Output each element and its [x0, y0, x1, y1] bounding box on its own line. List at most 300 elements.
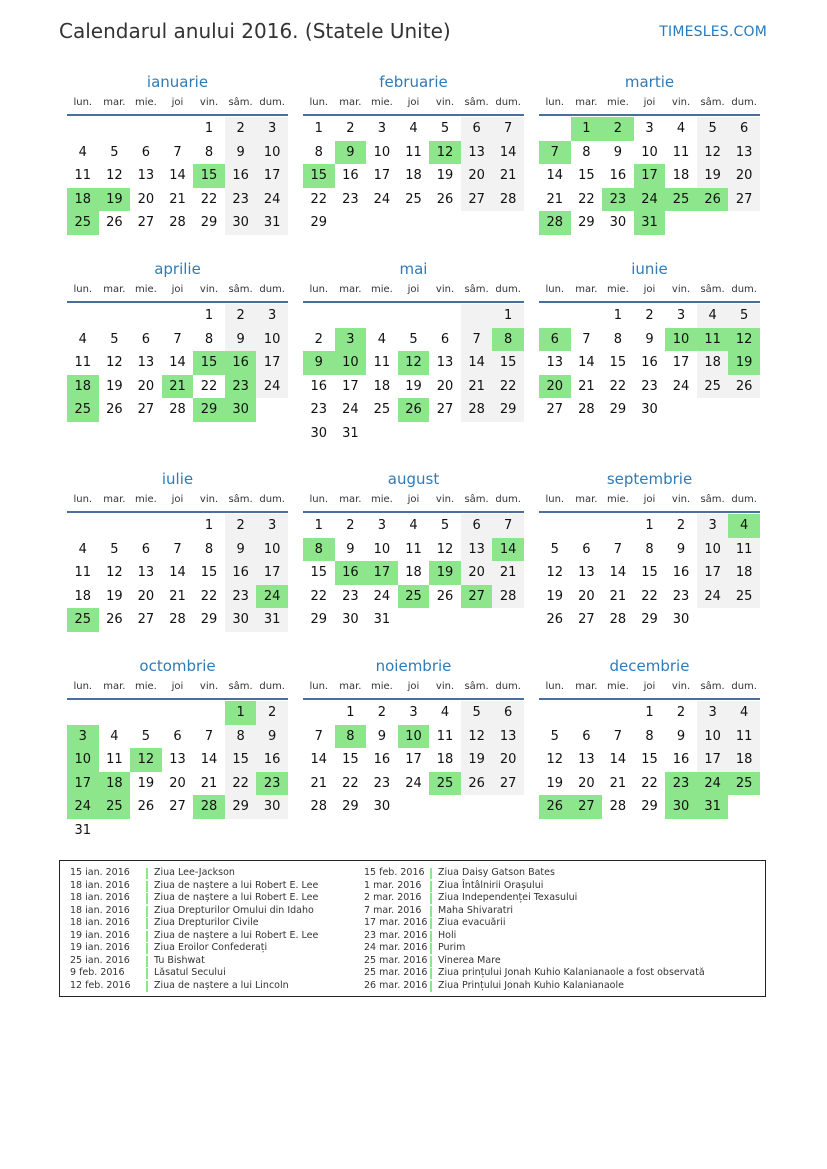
day-cell[interactable]: 21	[162, 375, 194, 399]
day-cell[interactable]: 21	[310, 775, 328, 791]
day-cell[interactable]: 21	[169, 191, 186, 207]
day-cell[interactable]: 5	[110, 331, 119, 347]
day-cell[interactable]: 10	[373, 144, 391, 160]
day-cell[interactable]: 28	[578, 402, 595, 417]
day-cell[interactable]: 20	[137, 191, 155, 207]
day-cell[interactable]: 3	[377, 121, 387, 136]
day-cell[interactable]: 9	[613, 144, 623, 160]
day-cell[interactable]: 16	[225, 351, 257, 375]
day-cell[interactable]: 30	[225, 398, 257, 422]
day-cell[interactable]: 28	[609, 612, 627, 627]
day-cell[interactable]: 31	[634, 211, 666, 235]
day-cell[interactable]: 1	[314, 121, 323, 136]
day-cell[interactable]: 19	[461, 748, 493, 772]
day-cell[interactable]: 9	[303, 351, 335, 375]
day-cell[interactable]: 2	[346, 518, 355, 533]
day-cell[interactable]: 26	[728, 375, 760, 399]
day-cell[interactable]: 21	[169, 588, 186, 604]
day-cell[interactable]: 18	[436, 752, 454, 767]
day-cell[interactable]: 20	[137, 588, 155, 604]
day-cell[interactable]: 16	[342, 168, 359, 183]
day-cell[interactable]: 26	[539, 795, 571, 819]
day-cell[interactable]: 25	[398, 585, 430, 609]
day-cell[interactable]: 3	[67, 725, 99, 749]
day-cell[interactable]: 23	[225, 188, 257, 212]
day-cell[interactable]: 20	[436, 378, 454, 394]
day-cell[interactable]: 20	[492, 748, 524, 772]
day-cell[interactable]: 24	[634, 188, 666, 212]
day-cell[interactable]: 29	[310, 612, 328, 627]
day-cell[interactable]: 29	[200, 612, 218, 627]
day-cell[interactable]: 31	[373, 612, 391, 627]
day-cell[interactable]: 29	[641, 799, 658, 814]
day-cell[interactable]: 20	[169, 775, 186, 791]
day-cell[interactable]: 25	[67, 398, 99, 422]
day-cell[interactable]: 31	[697, 795, 729, 819]
day-cell[interactable]: 1	[346, 705, 355, 720]
day-cell[interactable]: 29	[310, 215, 328, 230]
day-cell[interactable]: 12	[697, 141, 729, 165]
day-cell[interactable]: 11	[728, 725, 760, 749]
day-cell[interactable]: 6	[141, 331, 151, 347]
day-cell[interactable]: 30	[609, 215, 627, 230]
day-cell[interactable]: 11	[728, 538, 760, 562]
day-cell[interactable]: 7	[613, 541, 623, 557]
day-cell[interactable]: 15	[310, 565, 328, 580]
day-cell[interactable]: 17	[342, 378, 359, 394]
day-cell[interactable]: 22	[342, 775, 359, 791]
day-cell[interactable]: 29	[578, 215, 595, 230]
day-cell[interactable]: 14	[169, 565, 186, 580]
day-cell[interactable]: 29	[342, 799, 359, 814]
day-cell[interactable]: 16	[225, 164, 257, 188]
day-cell[interactable]: 13	[137, 168, 155, 183]
day-cell[interactable]: 19	[137, 775, 155, 791]
day-cell[interactable]: 16	[310, 378, 328, 394]
day-cell[interactable]: 29	[641, 612, 658, 627]
day-cell[interactable]: 30	[373, 799, 391, 814]
day-cell[interactable]: 28	[169, 402, 186, 417]
day-cell[interactable]: 11	[697, 328, 729, 352]
day-cell[interactable]: 22	[641, 588, 658, 604]
day-cell[interactable]: 1	[204, 308, 214, 323]
day-cell[interactable]: 5	[461, 701, 493, 725]
day-cell[interactable]: 5	[409, 331, 418, 347]
day-cell[interactable]: 3	[697, 514, 729, 538]
day-cell[interactable]: 11	[405, 541, 422, 557]
day-cell[interactable]: 14	[492, 538, 524, 562]
day-cell[interactable]: 22	[492, 375, 524, 399]
day-cell[interactable]: 30	[256, 795, 288, 819]
day-cell[interactable]: 23	[342, 191, 359, 207]
day-cell[interactable]: 1	[645, 705, 654, 720]
day-cell[interactable]: 26	[697, 188, 729, 212]
day-cell[interactable]: 16	[672, 565, 690, 580]
day-cell[interactable]: 25	[373, 402, 391, 417]
day-cell[interactable]: 4	[377, 331, 387, 347]
day-cell[interactable]: 21	[461, 375, 493, 399]
day-cell[interactable]: 18	[373, 378, 391, 394]
day-cell[interactable]: 1	[225, 701, 257, 725]
day-cell[interactable]: 13	[728, 141, 760, 165]
day-cell[interactable]: 10	[665, 328, 697, 352]
day-cell[interactable]: 15	[342, 752, 359, 767]
day-cell[interactable]: 8	[204, 331, 214, 347]
day-cell[interactable]: 6	[461, 514, 493, 538]
day-cell[interactable]: 27	[137, 612, 155, 627]
day-cell[interactable]: 9	[346, 541, 355, 557]
day-cell[interactable]: 2	[377, 705, 387, 720]
day-cell[interactable]: 24	[405, 775, 422, 791]
day-cell[interactable]: 3	[256, 304, 288, 328]
day-cell[interactable]: 22	[609, 378, 627, 394]
day-cell[interactable]: 5	[110, 144, 119, 160]
day-cell[interactable]: 21	[200, 775, 218, 791]
day-cell[interactable]: 18	[728, 561, 760, 585]
day-cell[interactable]: 15	[193, 351, 225, 375]
day-cell[interactable]: 5	[728, 304, 760, 328]
day-cell[interactable]: 22	[578, 191, 595, 207]
day-cell[interactable]: 30	[310, 425, 328, 441]
day-cell[interactable]: 14	[492, 141, 524, 165]
day-cell[interactable]: 23	[602, 188, 634, 212]
day-cell[interactable]: 27	[728, 188, 760, 212]
day-cell[interactable]: 14	[200, 752, 218, 767]
day-cell[interactable]: 13	[436, 355, 454, 370]
day-cell[interactable]: 21	[609, 775, 627, 791]
day-cell[interactable]: 21	[492, 164, 524, 188]
day-cell[interactable]: 30	[641, 402, 658, 417]
day-cell[interactable]: 10	[641, 144, 658, 160]
day-cell[interactable]: 26	[546, 612, 564, 627]
day-cell[interactable]: 18	[405, 168, 422, 183]
day-cell[interactable]: 26	[106, 402, 123, 417]
day-cell[interactable]: 17	[256, 561, 288, 585]
day-cell[interactable]: 16	[641, 355, 658, 370]
day-cell[interactable]: 1	[492, 304, 524, 328]
day-cell[interactable]: 4	[728, 701, 760, 725]
day-cell[interactable]: 15	[641, 752, 658, 767]
day-cell[interactable]: 10	[697, 725, 729, 749]
day-cell[interactable]: 23	[672, 588, 690, 604]
day-cell[interactable]: 12	[546, 565, 564, 580]
day-cell[interactable]: 6	[461, 117, 493, 141]
day-cell[interactable]: 10	[256, 141, 288, 165]
day-cell[interactable]: 17	[405, 752, 422, 767]
day-cell[interactable]: 4	[440, 705, 450, 720]
day-cell[interactable]: 31	[256, 608, 288, 632]
day-cell[interactable]: 16	[373, 752, 391, 767]
day-cell[interactable]: 19	[99, 188, 131, 212]
day-cell[interactable]: 26	[106, 612, 123, 627]
day-cell[interactable]: 27	[571, 795, 603, 819]
day-cell[interactable]: 20	[461, 164, 493, 188]
day-cell[interactable]: 19	[405, 378, 422, 394]
day-cell[interactable]: 3	[645, 121, 654, 136]
day-cell[interactable]: 6	[173, 728, 182, 744]
day-cell[interactable]: 12	[429, 141, 461, 165]
day-cell[interactable]: 3	[256, 514, 288, 538]
day-cell[interactable]: 23	[310, 402, 328, 417]
day-cell[interactable]: 5	[550, 728, 559, 744]
day-cell[interactable]: 18	[728, 748, 760, 772]
day-cell[interactable]: 30	[342, 612, 359, 627]
day-cell[interactable]: 24	[342, 402, 359, 417]
day-cell[interactable]: 17	[672, 355, 690, 370]
day-cell[interactable]: 28	[169, 612, 186, 627]
day-cell[interactable]: 5	[697, 117, 729, 141]
day-cell[interactable]: 3	[377, 518, 387, 533]
day-cell[interactable]: 18	[67, 375, 99, 399]
day-cell[interactable]: 18	[99, 772, 131, 796]
day-cell[interactable]: 18	[697, 351, 729, 375]
day-cell[interactable]: 19	[106, 378, 123, 394]
day-cell[interactable]: 15	[578, 168, 595, 183]
day-cell[interactable]: 20	[539, 375, 571, 399]
day-cell[interactable]: 1	[613, 308, 623, 323]
day-cell[interactable]: 5	[110, 541, 119, 557]
day-cell[interactable]: 29	[492, 398, 524, 422]
day-cell[interactable]: 7	[173, 144, 182, 160]
day-cell[interactable]: 27	[436, 402, 454, 417]
day-cell[interactable]: 26	[461, 772, 493, 796]
day-cell[interactable]: 8	[303, 538, 335, 562]
day-cell[interactable]: 27	[461, 585, 493, 609]
day-cell[interactable]: 28	[492, 585, 524, 609]
day-cell[interactable]: 6	[582, 728, 591, 744]
day-cell[interactable]: 8	[645, 541, 654, 557]
day-cell[interactable]: 16	[609, 168, 627, 183]
day-cell[interactable]: 22	[200, 588, 218, 604]
day-cell[interactable]: 12	[398, 351, 430, 375]
day-cell[interactable]: 8	[314, 144, 323, 160]
day-cell[interactable]: 6	[141, 541, 151, 557]
day-cell[interactable]: 31	[74, 822, 92, 838]
day-cell[interactable]: 26	[436, 191, 454, 207]
day-cell[interactable]: 7	[173, 541, 182, 557]
day-cell[interactable]: 13	[578, 565, 595, 580]
day-cell[interactable]: 19	[546, 588, 564, 604]
day-cell[interactable]: 19	[546, 775, 564, 791]
day-cell[interactable]: 17	[634, 164, 666, 188]
day-cell[interactable]: 12	[106, 168, 123, 183]
day-cell[interactable]: 6	[141, 144, 151, 160]
day-cell[interactable]: 19	[728, 351, 760, 375]
day-cell[interactable]: 13	[578, 752, 595, 767]
day-cell[interactable]: 8	[225, 725, 257, 749]
day-cell[interactable]: 22	[200, 378, 218, 394]
day-cell[interactable]: 7	[492, 117, 524, 141]
day-cell[interactable]: 21	[492, 561, 524, 585]
day-cell[interactable]: 8	[204, 541, 214, 557]
day-cell[interactable]: 15	[193, 164, 225, 188]
day-cell[interactable]: 23	[342, 588, 359, 604]
day-cell[interactable]: 10	[373, 541, 391, 557]
day-cell[interactable]: 24	[697, 585, 729, 609]
day-cell[interactable]: 4	[697, 304, 729, 328]
day-cell[interactable]: 31	[342, 425, 359, 441]
day-cell[interactable]: 7	[461, 328, 493, 352]
day-cell[interactable]: 6	[728, 117, 760, 141]
day-cell[interactable]: 1	[645, 518, 654, 533]
day-cell[interactable]: 20	[578, 588, 595, 604]
day-cell[interactable]: 17	[366, 561, 398, 585]
day-cell[interactable]: 12	[728, 328, 760, 352]
day-cell[interactable]: 13	[546, 355, 564, 370]
day-cell[interactable]: 2	[645, 308, 654, 323]
day-cell[interactable]: 5	[550, 541, 559, 557]
day-cell[interactable]: 5	[440, 121, 450, 136]
day-cell[interactable]: 22	[200, 191, 218, 207]
day-cell[interactable]: 11	[436, 728, 454, 744]
day-cell[interactable]: 18	[67, 188, 99, 212]
day-cell[interactable]: 18	[672, 168, 690, 183]
day-cell[interactable]: 22	[310, 588, 328, 604]
day-cell[interactable]: 21	[546, 191, 564, 207]
day-cell[interactable]: 17	[697, 748, 729, 772]
day-cell[interactable]: 9	[225, 538, 257, 562]
day-cell[interactable]: 25	[728, 772, 760, 796]
day-cell[interactable]: 15	[492, 351, 524, 375]
day-cell[interactable]: 27	[137, 402, 155, 417]
day-cell[interactable]: 14	[169, 355, 186, 370]
day-cell[interactable]: 10	[335, 351, 367, 375]
day-cell[interactable]: 13	[169, 752, 186, 767]
day-cell[interactable]: 24	[672, 378, 690, 394]
day-cell[interactable]: 26	[436, 588, 454, 604]
day-cell[interactable]: 14	[578, 355, 595, 370]
day-cell[interactable]: 27	[137, 215, 155, 230]
day-cell[interactable]: 23	[225, 585, 257, 609]
day-cell[interactable]: 4	[78, 331, 87, 347]
day-cell[interactable]: 25	[697, 375, 729, 399]
day-cell[interactable]: 21	[578, 378, 595, 394]
day-cell[interactable]: 9	[645, 331, 654, 347]
day-cell[interactable]: 10	[398, 725, 430, 749]
day-cell[interactable]: 22	[225, 772, 257, 796]
day-cell[interactable]: 2	[346, 121, 355, 136]
day-cell[interactable]: 13	[137, 565, 155, 580]
day-cell[interactable]: 7	[582, 331, 591, 347]
day-cell[interactable]: 15	[641, 565, 658, 580]
day-cell[interactable]: 21	[609, 588, 627, 604]
day-cell[interactable]: 14	[546, 168, 564, 183]
day-cell[interactable]: 9	[256, 725, 288, 749]
day-cell[interactable]: 20	[578, 775, 595, 791]
day-cell[interactable]: 30	[672, 612, 690, 627]
day-cell[interactable]: 1	[204, 518, 214, 533]
day-cell[interactable]: 25	[67, 608, 99, 632]
day-cell[interactable]: 14	[461, 351, 493, 375]
day-cell[interactable]: 9	[377, 728, 387, 744]
day-cell[interactable]: 17	[697, 561, 729, 585]
day-cell[interactable]: 11	[373, 355, 391, 370]
day-cell[interactable]: 14	[609, 752, 627, 767]
day-cell[interactable]: 14	[169, 168, 186, 183]
day-cell[interactable]: 20	[137, 378, 155, 394]
day-cell[interactable]: 9	[225, 328, 257, 352]
day-cell[interactable]: 12	[546, 752, 564, 767]
day-cell[interactable]: 13	[461, 538, 493, 562]
day-cell[interactable]: 4	[728, 514, 760, 538]
day-cell[interactable]: 13	[461, 141, 493, 165]
day-cell[interactable]: 20	[461, 561, 493, 585]
day-cell[interactable]: 31	[256, 211, 288, 235]
day-cell[interactable]: 25	[405, 191, 422, 207]
day-cell[interactable]: 11	[74, 565, 92, 580]
day-cell[interactable]: 6	[539, 328, 571, 352]
day-cell[interactable]: 23	[665, 772, 697, 796]
day-cell[interactable]: 27	[578, 612, 595, 627]
day-cell[interactable]: 4	[78, 541, 87, 557]
day-cell[interactable]: 6	[440, 331, 450, 347]
day-cell[interactable]: 30	[225, 211, 257, 235]
day-cell[interactable]: 27	[169, 799, 186, 814]
day-cell[interactable]: 12	[461, 725, 493, 749]
day-cell[interactable]: 9	[676, 728, 686, 744]
day-cell[interactable]: 10	[256, 538, 288, 562]
day-cell[interactable]: 4	[110, 728, 119, 744]
day-cell[interactable]: 8	[613, 331, 623, 347]
day-cell[interactable]: 20	[728, 164, 760, 188]
day-cell[interactable]: 28	[169, 215, 186, 230]
day-cell[interactable]: 24	[256, 585, 288, 609]
day-cell[interactable]: 11	[74, 168, 92, 183]
day-cell[interactable]: 6	[492, 701, 524, 725]
day-cell[interactable]: 19	[436, 168, 454, 183]
day-cell[interactable]: 24	[67, 795, 99, 819]
day-cell[interactable]: 26	[137, 799, 155, 814]
day-cell[interactable]: 12	[106, 565, 123, 580]
day-cell[interactable]: 24	[697, 772, 729, 796]
day-cell[interactable]: 28	[539, 211, 571, 235]
day-cell[interactable]: 19	[697, 164, 729, 188]
day-cell[interactable]: 17	[67, 772, 99, 796]
day-cell[interactable]: 29	[200, 215, 218, 230]
day-cell[interactable]: 10	[67, 748, 99, 772]
day-cell[interactable]: 12	[130, 748, 162, 772]
day-cell[interactable]: 16	[256, 748, 288, 772]
day-cell[interactable]: 16	[335, 561, 367, 585]
day-cell[interactable]: 7	[204, 728, 214, 744]
day-cell[interactable]: 8	[582, 144, 591, 160]
day-cell[interactable]: 17	[256, 351, 288, 375]
day-cell[interactable]: 13	[137, 355, 155, 370]
day-cell[interactable]: 8	[204, 144, 214, 160]
site-link[interactable]: TIMESLES.COM	[659, 24, 767, 40]
day-cell[interactable]: 25	[429, 772, 461, 796]
day-cell[interactable]: 2	[225, 514, 257, 538]
day-cell[interactable]: 26	[398, 398, 430, 422]
day-cell[interactable]: 18	[74, 588, 92, 604]
day-cell[interactable]: 23	[256, 772, 288, 796]
day-cell[interactable]: 17	[256, 164, 288, 188]
day-cell[interactable]: 5	[440, 518, 450, 533]
day-cell[interactable]: 23	[225, 375, 257, 399]
day-cell[interactable]: 3	[256, 117, 288, 141]
day-cell[interactable]: 2	[256, 701, 288, 725]
day-cell[interactable]: 1	[571, 117, 603, 141]
day-cell[interactable]: 7	[314, 728, 323, 744]
day-cell[interactable]: 15	[200, 565, 218, 580]
day-cell[interactable]: 18	[405, 565, 422, 580]
day-cell[interactable]: 8	[645, 728, 654, 744]
day-cell[interactable]: 6	[582, 541, 591, 557]
day-cell[interactable]: 29	[225, 795, 257, 819]
day-cell[interactable]: 7	[492, 514, 524, 538]
day-cell[interactable]: 9	[335, 141, 367, 165]
day-cell[interactable]: 25	[67, 211, 99, 235]
